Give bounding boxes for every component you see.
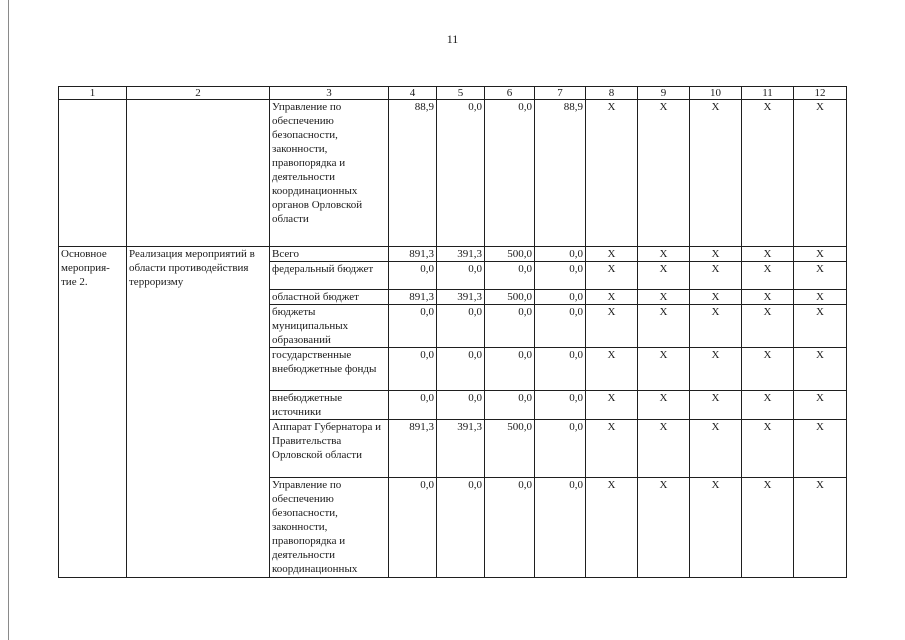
header-cell: 7 (535, 87, 586, 100)
value-cell: Х (742, 100, 794, 247)
value-cell: Х (690, 247, 742, 262)
value-cell: Х (742, 305, 794, 348)
funding-source-cell: областной бюджет (270, 290, 389, 305)
value-cell: Х (794, 348, 847, 391)
value-cell: Х (690, 290, 742, 305)
value-cell: Х (638, 100, 690, 247)
value-cell: Х (638, 348, 690, 391)
value-cell: 0,0 (437, 305, 485, 348)
page-margin-rule (8, 0, 9, 640)
funding-source-cell: внебюджетные источники (270, 391, 389, 420)
value-cell: Х (586, 420, 638, 478)
value-cell: 0,0 (485, 305, 535, 348)
value-cell: Х (690, 305, 742, 348)
value-cell: Х (586, 247, 638, 262)
value-cell: 0,0 (535, 478, 586, 578)
value-cell: 0,0 (389, 262, 437, 290)
value-cell: 0,0 (437, 391, 485, 420)
header-cell: 5 (437, 87, 485, 100)
value-cell: 0,0 (535, 391, 586, 420)
value-cell: Х (742, 348, 794, 391)
funding-source-cell: Управление по обеспечению безопасности, законности, правопорядка и деятельности координационных (270, 478, 389, 578)
table-row (59, 100, 847, 247)
page-number: 11 (446, 32, 459, 46)
value-cell: Х (586, 305, 638, 348)
value-cell: Х (586, 348, 638, 391)
value-cell: Х (742, 420, 794, 478)
table-row (59, 247, 847, 262)
value-cell: Х (742, 290, 794, 305)
value-cell: 0,0 (389, 391, 437, 420)
value-cell: 0,0 (389, 478, 437, 578)
value-cell: 0,0 (389, 348, 437, 391)
value-cell: 0,0 (535, 247, 586, 262)
table-header-row (59, 87, 847, 100)
funding-source-cell: федеральный бюджет (270, 262, 389, 290)
value-cell: 0,0 (535, 262, 586, 290)
activity-number-cell (59, 100, 127, 247)
value-cell: Х (586, 100, 638, 247)
value-cell: Х (638, 420, 690, 478)
header-cell: 2 (127, 87, 270, 100)
value-cell: 0,0 (485, 100, 535, 247)
value-cell: Х (690, 478, 742, 578)
value-cell: 391,3 (437, 290, 485, 305)
header-cell: 8 (586, 87, 638, 100)
header-cell: 12 (794, 87, 847, 100)
value-cell: 391,3 (437, 247, 485, 262)
funding-source-cell: Управление по обеспечению безопасности, законности, правопорядка и деятельности координационных органов Орловской области (270, 100, 389, 247)
value-cell: Х (638, 262, 690, 290)
activity-name-cell (127, 100, 270, 247)
value-cell: Х (742, 247, 794, 262)
value-cell: Х (794, 290, 847, 305)
value-cell: 391,3 (437, 420, 485, 478)
value-cell: 0,0 (535, 290, 586, 305)
funding-source-cell: Аппарат Губернатора и Правительства Орловской области (270, 420, 389, 478)
value-cell: Х (690, 262, 742, 290)
header-cell: 10 (690, 87, 742, 100)
value-cell: Х (794, 391, 847, 420)
value-cell: 500,0 (485, 247, 535, 262)
value-cell: Х (742, 478, 794, 578)
value-cell: 0,0 (437, 262, 485, 290)
header-cell: 3 (270, 87, 389, 100)
funding-source-cell: Всего (270, 247, 389, 262)
value-cell: 0,0 (485, 478, 535, 578)
value-cell: Х (794, 305, 847, 348)
header-cell: 4 (389, 87, 437, 100)
value-cell: 0,0 (437, 478, 485, 578)
header-cell: 6 (485, 87, 535, 100)
value-cell: 0,0 (389, 305, 437, 348)
activity-number-cell: Основное мероприя-тие 2. (59, 247, 127, 578)
value-cell: 88,9 (389, 100, 437, 247)
value-cell: 0,0 (535, 420, 586, 478)
value-cell: Х (690, 420, 742, 478)
value-cell: 0,0 (485, 391, 535, 420)
header-cell: 11 (742, 87, 794, 100)
activity-name-cell: Реализация мероприятий в области противодействия терроризму (127, 247, 270, 578)
value-cell: 0,0 (437, 100, 485, 247)
value-cell: 891,3 (389, 247, 437, 262)
value-cell: 88,9 (535, 100, 586, 247)
value-cell: Х (586, 290, 638, 305)
value-cell: Х (742, 262, 794, 290)
value-cell: Х (690, 391, 742, 420)
value-cell: Х (586, 262, 638, 290)
value-cell: Х (586, 391, 638, 420)
value-cell: Х (638, 305, 690, 348)
value-cell: Х (586, 478, 638, 578)
value-cell: 891,3 (389, 290, 437, 305)
value-cell: Х (794, 247, 847, 262)
funding-source-cell: государственные внебюджетные фонды (270, 348, 389, 391)
value-cell: 500,0 (485, 420, 535, 478)
value-cell: 0,0 (535, 348, 586, 391)
value-cell: 0,0 (535, 305, 586, 348)
value-cell: 891,3 (389, 420, 437, 478)
value-cell: 0,0 (485, 262, 535, 290)
header-cell: 1 (59, 87, 127, 100)
header-cell: 9 (638, 87, 690, 100)
value-cell: 0,0 (485, 348, 535, 391)
value-cell: Х (794, 420, 847, 478)
value-cell: Х (742, 391, 794, 420)
value-cell: Х (794, 100, 847, 247)
value-cell: 0,0 (437, 348, 485, 391)
funding-source-cell: бюджеты муниципальных образований (270, 305, 389, 348)
value-cell: 500,0 (485, 290, 535, 305)
value-cell: Х (794, 262, 847, 290)
value-cell: Х (638, 247, 690, 262)
value-cell: Х (638, 290, 690, 305)
value-cell: Х (638, 478, 690, 578)
value-cell: Х (638, 391, 690, 420)
budget-table (58, 86, 847, 578)
value-cell: Х (690, 348, 742, 391)
value-cell: Х (794, 478, 847, 578)
value-cell: Х (690, 100, 742, 247)
